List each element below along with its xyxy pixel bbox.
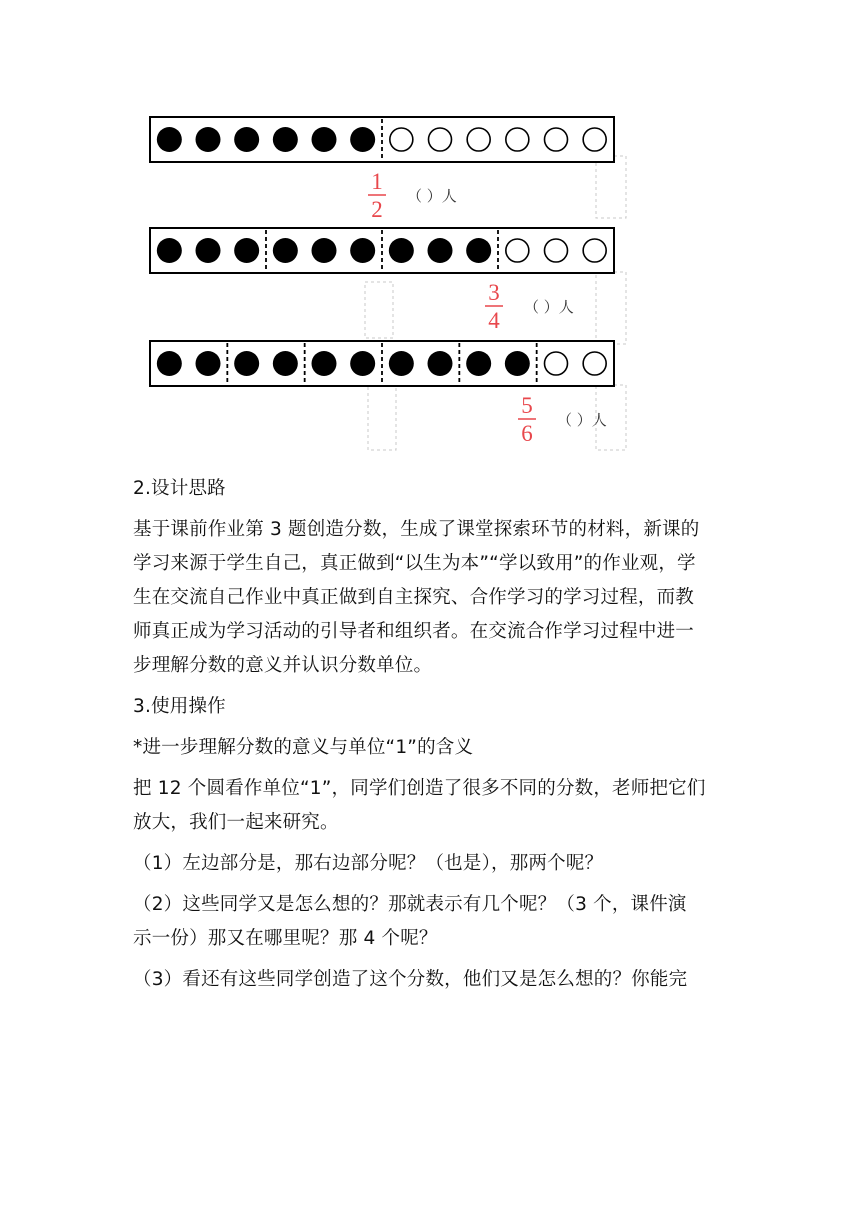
filled-dot [428,351,453,376]
text-line: 放大，我们一起来研究。 [133,812,339,833]
text-line: *进一步理解分数的意义与单位“1”的含义 [133,737,474,758]
filled-dot [312,127,337,152]
section-heading-operation [133,690,733,724]
question-3 [133,963,733,997]
filled-dot [312,351,337,376]
text-line: （2）这些同学又是怎么想的？那就表示有几个呢？（3 个，课件演 [133,894,687,915]
answer-blank: （ ）人 [557,411,607,429]
guide-box [365,282,393,338]
text-line: 基于课前作业第 3 题创造分数，生成了课堂探索环节的材料，新课的 [133,519,700,540]
empty-dot [429,128,452,151]
guide-box [368,386,396,450]
fraction-figure-svg [0,0,860,470]
filled-dot [350,238,375,263]
filled-dot [389,351,414,376]
empty-dot [583,128,606,151]
fraction-numerator: 1 [371,169,383,194]
filled-dot [196,127,221,152]
paragraph-design-idea [133,513,733,683]
filled-dot [273,127,298,152]
guide-box [596,156,626,218]
filled-dot [234,127,259,152]
filled-dot [234,351,259,376]
filled-dot [196,238,221,263]
text-line: 师真正成为学习活动的引导者和组织者。在交流合作学习过程中进一 [133,621,695,642]
empty-dot [506,239,529,262]
filled-dot [350,351,375,376]
filled-dot [389,238,414,263]
filled-dot [196,351,221,376]
empty-dot [467,128,490,151]
fraction-numerator: 5 [521,393,533,418]
question-2 [133,888,733,956]
empty-dot [583,239,606,262]
paragraph-intro [133,772,733,840]
empty-dot [390,128,413,151]
fraction-denominator: 2 [371,197,383,222]
text-line: 学习来源于学生自己，真正做到“以生为本”“学以致用”的作业观，学 [133,553,696,574]
filled-dot [428,238,453,263]
text-line: 把 12 个圆看作单位“1”，同学们创造了很多不同的分数，老师把它们 [133,778,706,799]
fraction-denominator: 6 [521,421,533,446]
section-heading-design [133,472,733,506]
filled-dot [312,238,337,263]
filled-dot [350,127,375,152]
empty-dot [545,128,568,151]
fraction-figure [0,0,860,470]
body-text [133,472,733,1004]
filled-dot [466,351,491,376]
text-line: 2.设计思路 [133,478,226,499]
fraction-numerator: 3 [488,280,500,305]
text-line: （3）看还有这些同学创造了这个分数，他们又是怎么想的？你能完 [133,969,688,990]
empty-dot [545,239,568,262]
text-line: 3.使用操作 [133,696,226,717]
text-line: 示一份）那又在哪里呢？那 4 个呢？ [133,928,438,949]
text-line: 生在交流自己作业中真正做到自主探究、合作学习的学习过程，而教 [133,587,695,608]
answer-blank: （ ）人 [407,187,457,205]
empty-dot [506,128,529,151]
filled-dot [466,238,491,263]
subheading-unit-one [133,731,733,765]
filled-dot [234,238,259,263]
guide-box [596,272,626,344]
question-1 [133,847,733,881]
answer-blank: （ ）人 [524,298,574,316]
filled-dot [273,238,298,263]
text-line: （1）左边部分是，那右边部分呢？（也是），那两个呢？ [133,853,604,874]
empty-dot [583,352,606,375]
filled-dot [157,351,182,376]
empty-dot [545,352,568,375]
text-line: 步理解分数的意义并认识分数单位。 [133,655,433,676]
filled-dot [157,127,182,152]
fraction-denominator: 4 [488,308,500,333]
filled-dot [505,351,530,376]
filled-dot [273,351,298,376]
filled-dot [157,238,182,263]
